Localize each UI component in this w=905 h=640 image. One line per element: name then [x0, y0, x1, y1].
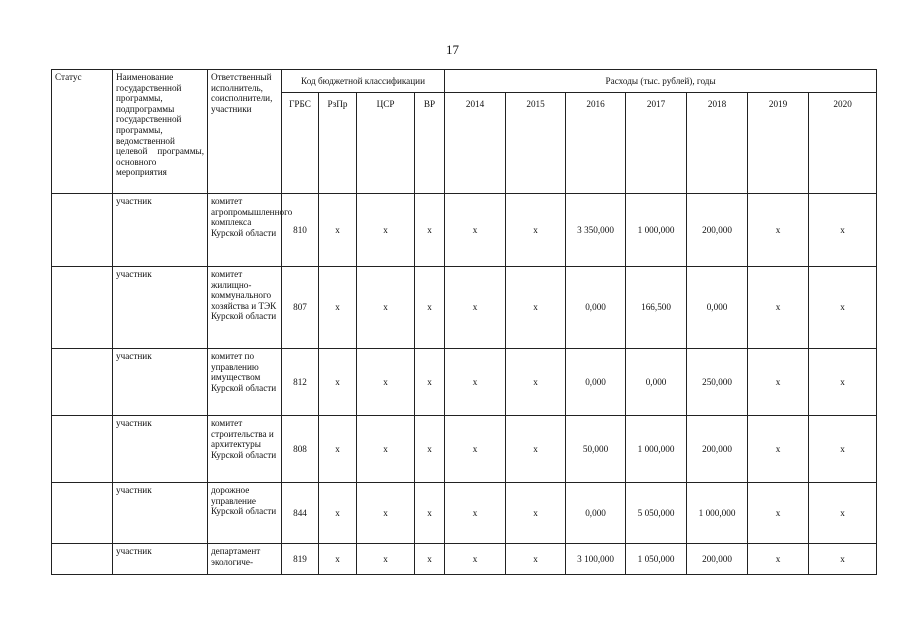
status-header: Статус: [52, 70, 113, 194]
year-header: 2019: [748, 93, 809, 194]
value-cell: 0,000: [566, 483, 626, 544]
csr-header: ЦСР: [357, 93, 415, 194]
value-cell: x: [809, 416, 877, 483]
vr-cell: x: [415, 416, 445, 483]
grbs-cell: 808: [282, 416, 319, 483]
csr-cell: x: [357, 194, 415, 267]
responsible-cell: дорожное управление Курской области: [208, 483, 282, 544]
value-cell: x: [445, 349, 506, 416]
grbs-cell: 807: [282, 267, 319, 349]
status-cell: [52, 416, 113, 483]
value-cell: x: [809, 349, 877, 416]
value-cell: 3 350,000: [566, 194, 626, 267]
responsible-cell: комитет агропромышленного комплекса Курской области: [208, 194, 282, 267]
name-cell: участник: [113, 349, 208, 416]
status-cell: [52, 349, 113, 416]
value-cell: x: [748, 483, 809, 544]
grbs-cell: 810: [282, 194, 319, 267]
vr-cell: x: [415, 349, 445, 416]
year-header: 2016: [566, 93, 626, 194]
value-cell: x: [748, 544, 809, 575]
status-cell: [52, 483, 113, 544]
value-cell: 0,000: [626, 349, 687, 416]
value-cell: 0,000: [687, 267, 748, 349]
value-cell: x: [748, 416, 809, 483]
value-cell: x: [809, 267, 877, 349]
grbs-cell: 819: [282, 544, 319, 575]
value-cell: x: [809, 483, 877, 544]
value-cell: x: [445, 544, 506, 575]
table-row: [52, 544, 877, 575]
value-cell: 200,000: [687, 544, 748, 575]
value-cell: 50,000: [566, 416, 626, 483]
name-cell: участник: [113, 483, 208, 544]
budget-table: [51, 69, 877, 575]
value-cell: 1 000,000: [626, 416, 687, 483]
value-cell: 1 050,000: [626, 544, 687, 575]
status-cell: [52, 267, 113, 349]
table-row: [52, 483, 877, 544]
value-cell: 0,000: [566, 267, 626, 349]
responsible-cell: комитет жилищно-коммунального хозяйства и ТЭК Курской области: [208, 267, 282, 349]
name-cell: участник: [113, 416, 208, 483]
rzpr-cell: x: [319, 483, 357, 544]
vr-cell: x: [415, 194, 445, 267]
rzpr-cell: x: [319, 349, 357, 416]
page-number: 17: [446, 42, 459, 57]
budget-code-header: Код бюджетной классификации: [282, 70, 445, 93]
responsible-header: Ответственный исполнитель, соисполнители, участники: [208, 70, 282, 194]
vr-header: ВР: [415, 93, 445, 194]
vr-cell: x: [415, 544, 445, 575]
value-cell: x: [748, 267, 809, 349]
value-cell: 3 100,000: [566, 544, 626, 575]
value-cell: 250,000: [687, 349, 748, 416]
csr-cell: x: [357, 544, 415, 575]
value-cell: 1 000,000: [687, 483, 748, 544]
rzpr-cell: x: [319, 194, 357, 267]
year-header: 2020: [809, 93, 877, 194]
header-row-top: [52, 70, 877, 93]
value-cell: x: [809, 544, 877, 575]
grbs-cell: 844: [282, 483, 319, 544]
value-cell: x: [506, 483, 566, 544]
value-cell: x: [748, 194, 809, 267]
status-cell: [52, 544, 113, 575]
value-cell: 0,000: [566, 349, 626, 416]
vr-cell: x: [415, 483, 445, 544]
value-cell: x: [506, 194, 566, 267]
name-cell: участник: [113, 194, 208, 267]
value-cell: x: [506, 416, 566, 483]
value-cell: 200,000: [687, 194, 748, 267]
table-row: [52, 194, 877, 267]
rzpr-cell: x: [319, 267, 357, 349]
csr-cell: x: [357, 483, 415, 544]
vr-cell: x: [415, 267, 445, 349]
value-cell: x: [809, 194, 877, 267]
rzpr-header: РзПр: [319, 93, 357, 194]
responsible-cell: комитет по управлению имуществом Курской области: [208, 349, 282, 416]
value-cell: x: [445, 194, 506, 267]
status-cell: [52, 194, 113, 267]
grbs-cell: 812: [282, 349, 319, 416]
value-cell: 166,500: [626, 267, 687, 349]
table-row: [52, 349, 877, 416]
year-header: 2017: [626, 93, 687, 194]
value-cell: x: [506, 349, 566, 416]
responsible-cell: департамент экологиче-: [208, 544, 282, 575]
value-cell: 1 000,000: [626, 194, 687, 267]
year-header: 2018: [687, 93, 748, 194]
grbs-header: ГРБС: [282, 93, 319, 194]
csr-cell: x: [357, 267, 415, 349]
year-header: 2014: [445, 93, 506, 194]
rzpr-cell: x: [319, 544, 357, 575]
value-cell: x: [506, 267, 566, 349]
value-cell: x: [445, 267, 506, 349]
value-cell: 5 050,000: [626, 483, 687, 544]
table-row: [52, 416, 877, 483]
name-cell: участник: [113, 544, 208, 575]
value-cell: x: [445, 483, 506, 544]
table-row: [52, 267, 877, 349]
expenses-header: Расходы (тыс. рублей), годы: [445, 70, 877, 93]
responsible-cell: комитет строительства и архитектуры Курской области: [208, 416, 282, 483]
value-cell: x: [748, 349, 809, 416]
name-cell: участник: [113, 267, 208, 349]
year-header: 2015: [506, 93, 566, 194]
value-cell: x: [445, 416, 506, 483]
rzpr-cell: x: [319, 416, 357, 483]
name-header: Наименование государственной программы, подпрограммы государственной программы, ведомственной целевой программы, основного мероприятия: [113, 70, 208, 194]
csr-cell: x: [357, 349, 415, 416]
value-cell: 200,000: [687, 416, 748, 483]
value-cell: x: [506, 544, 566, 575]
csr-cell: x: [357, 416, 415, 483]
